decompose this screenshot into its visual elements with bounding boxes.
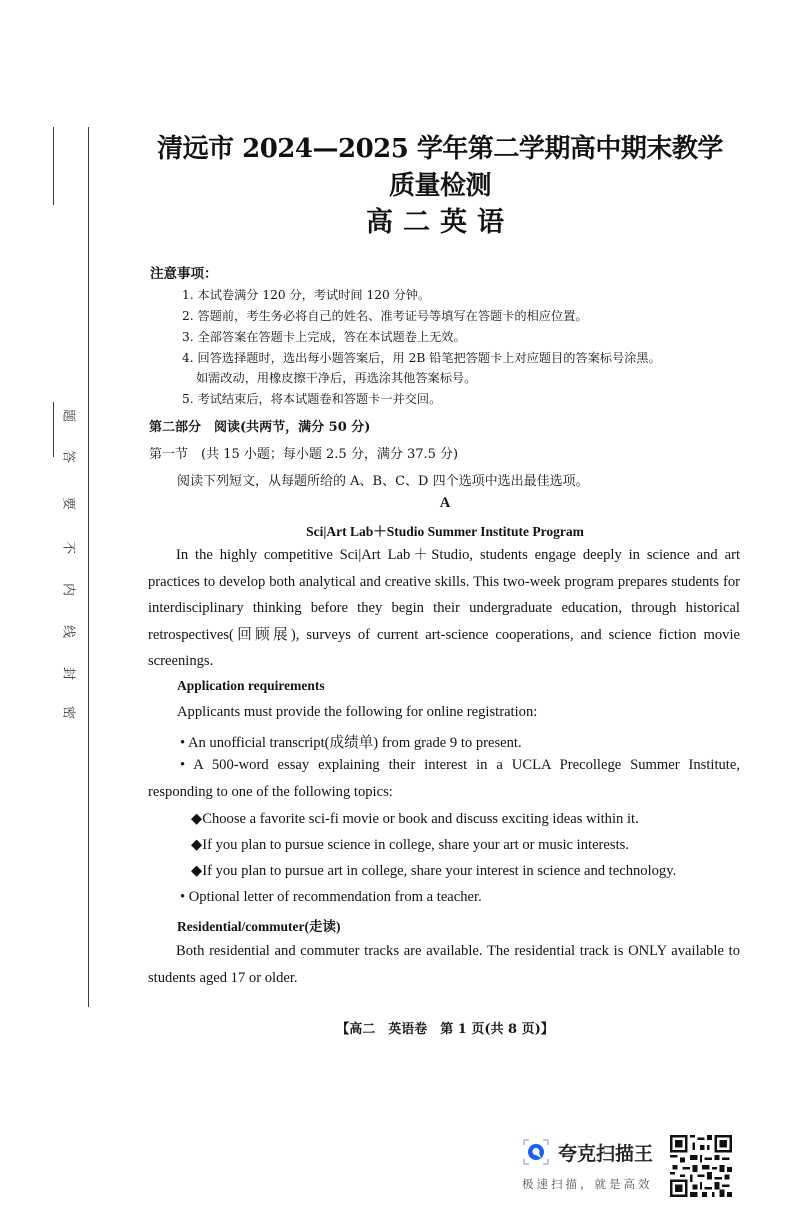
binding-line-inner [88, 127, 89, 1007]
notice-item-continued: 如需改动，用橡皮擦干净后，再选涂其他答案标号。 [196, 371, 477, 385]
subsection-title: 第一节 (共 15 小题；每小题 2.5 分，满分 37.5 分) [149, 447, 459, 462]
binding-line-outer-lower [53, 402, 54, 457]
notice-item: 2. 答题前，考生务必将自己的姓名、准考证号等填写在答题卡的相应位置。 [182, 309, 588, 323]
margin-char: 内 [60, 582, 76, 596]
exam-subject: 高二英语 [366, 207, 514, 238]
margin-char: 要 [60, 496, 76, 510]
margin-char: 封 [60, 666, 76, 680]
margin-char: 不 [60, 540, 76, 554]
notice-item: 1. 本试卷满分 120 分，考试时间 120 分钟。 [182, 288, 431, 302]
notice-heading: 注意事项： [150, 266, 218, 282]
optional-letter: • Optional letter of recommendation from a teacher. [180, 889, 482, 905]
essay-topic: ◆If you plan to pursue science in college, share your art or music interests. [191, 837, 629, 853]
notice-item: 3. 全部答案在答题卡上完成，答在本试题卷上无效。 [182, 330, 466, 344]
requirement-bullet: • An unofficial transcript(成绩单) from grade 9 to present. [180, 735, 522, 751]
binding-line-outer [53, 127, 54, 205]
requirement-bullet: • A 500-word essay explaining their interest in a UCLA Precollege Summer Institute, responding to one of the following topics: [148, 757, 740, 800]
scanner-slogan: 极速扫描，就是高效 [522, 1177, 653, 1191]
essay-topic: ◆Choose a favorite sci-fi movie or book and discuss exciting ideas within it. [191, 811, 639, 827]
essay-topic: ◆If you plan to pursue art in college, share your interest in science and technology. [191, 863, 677, 879]
scanner-logo-icon [522, 1138, 550, 1166]
residential-heading: Residential/commuter(走读) [177, 919, 341, 934]
requirements-heading: Application requirements [177, 678, 325, 693]
reading-instruction: 阅读下列短文，从每题所给的 A、B、C、D 四个选项中选出最佳选项。 [177, 474, 589, 489]
passage-intro: In the highly competitive Sci|Art Lab＋Studio, students engage deeply in science and art practices to develop both analytical and creative skills. This two-week program prepares students for interdisciplinary thinking before they begin their undergraduate education, through historical retrospectives(回顾展), surveys of current art-science cooperations, and science fiction movie screenings. [148, 547, 740, 669]
passage-label: A [439, 495, 451, 511]
requirements-intro: Applicants must provide the following for online registration: [177, 704, 538, 720]
notice-item: 4. 回答选择题时，选出每小题答案后，用 2B 铅笔把答题卡上对应题目的答案标号涂黑。 [182, 351, 661, 365]
residential-text: Both residential and commuter tracks are available. The residential track is ONLY available to students aged 17 or older. [148, 943, 740, 986]
margin-char: 密 [60, 705, 76, 719]
margin-char: 线 [60, 624, 76, 638]
scanner-watermark [518, 1133, 738, 1199]
qr-code-icon [670, 1135, 732, 1197]
passage-title: Sci|Art Lab＋Studio Summer Institute Program [306, 524, 584, 539]
notice-item: 5. 考试结束后，将本试题卷和答题卡一并交回。 [182, 392, 442, 406]
exam-title: 清远市 2024—2025 学年第二学期高中期末教学质量检测 [157, 134, 723, 201]
margin-char: 题 [60, 408, 76, 422]
margin-char: 答 [60, 449, 76, 463]
part-title: 第二部分 阅读(共两节，满分 50 分) [149, 420, 371, 435]
scanner-brand: 夸克扫描王 [558, 1143, 654, 1165]
page-footer: 【高二 英语卷 第 1 页(共 8 页)】 [336, 1022, 554, 1037]
